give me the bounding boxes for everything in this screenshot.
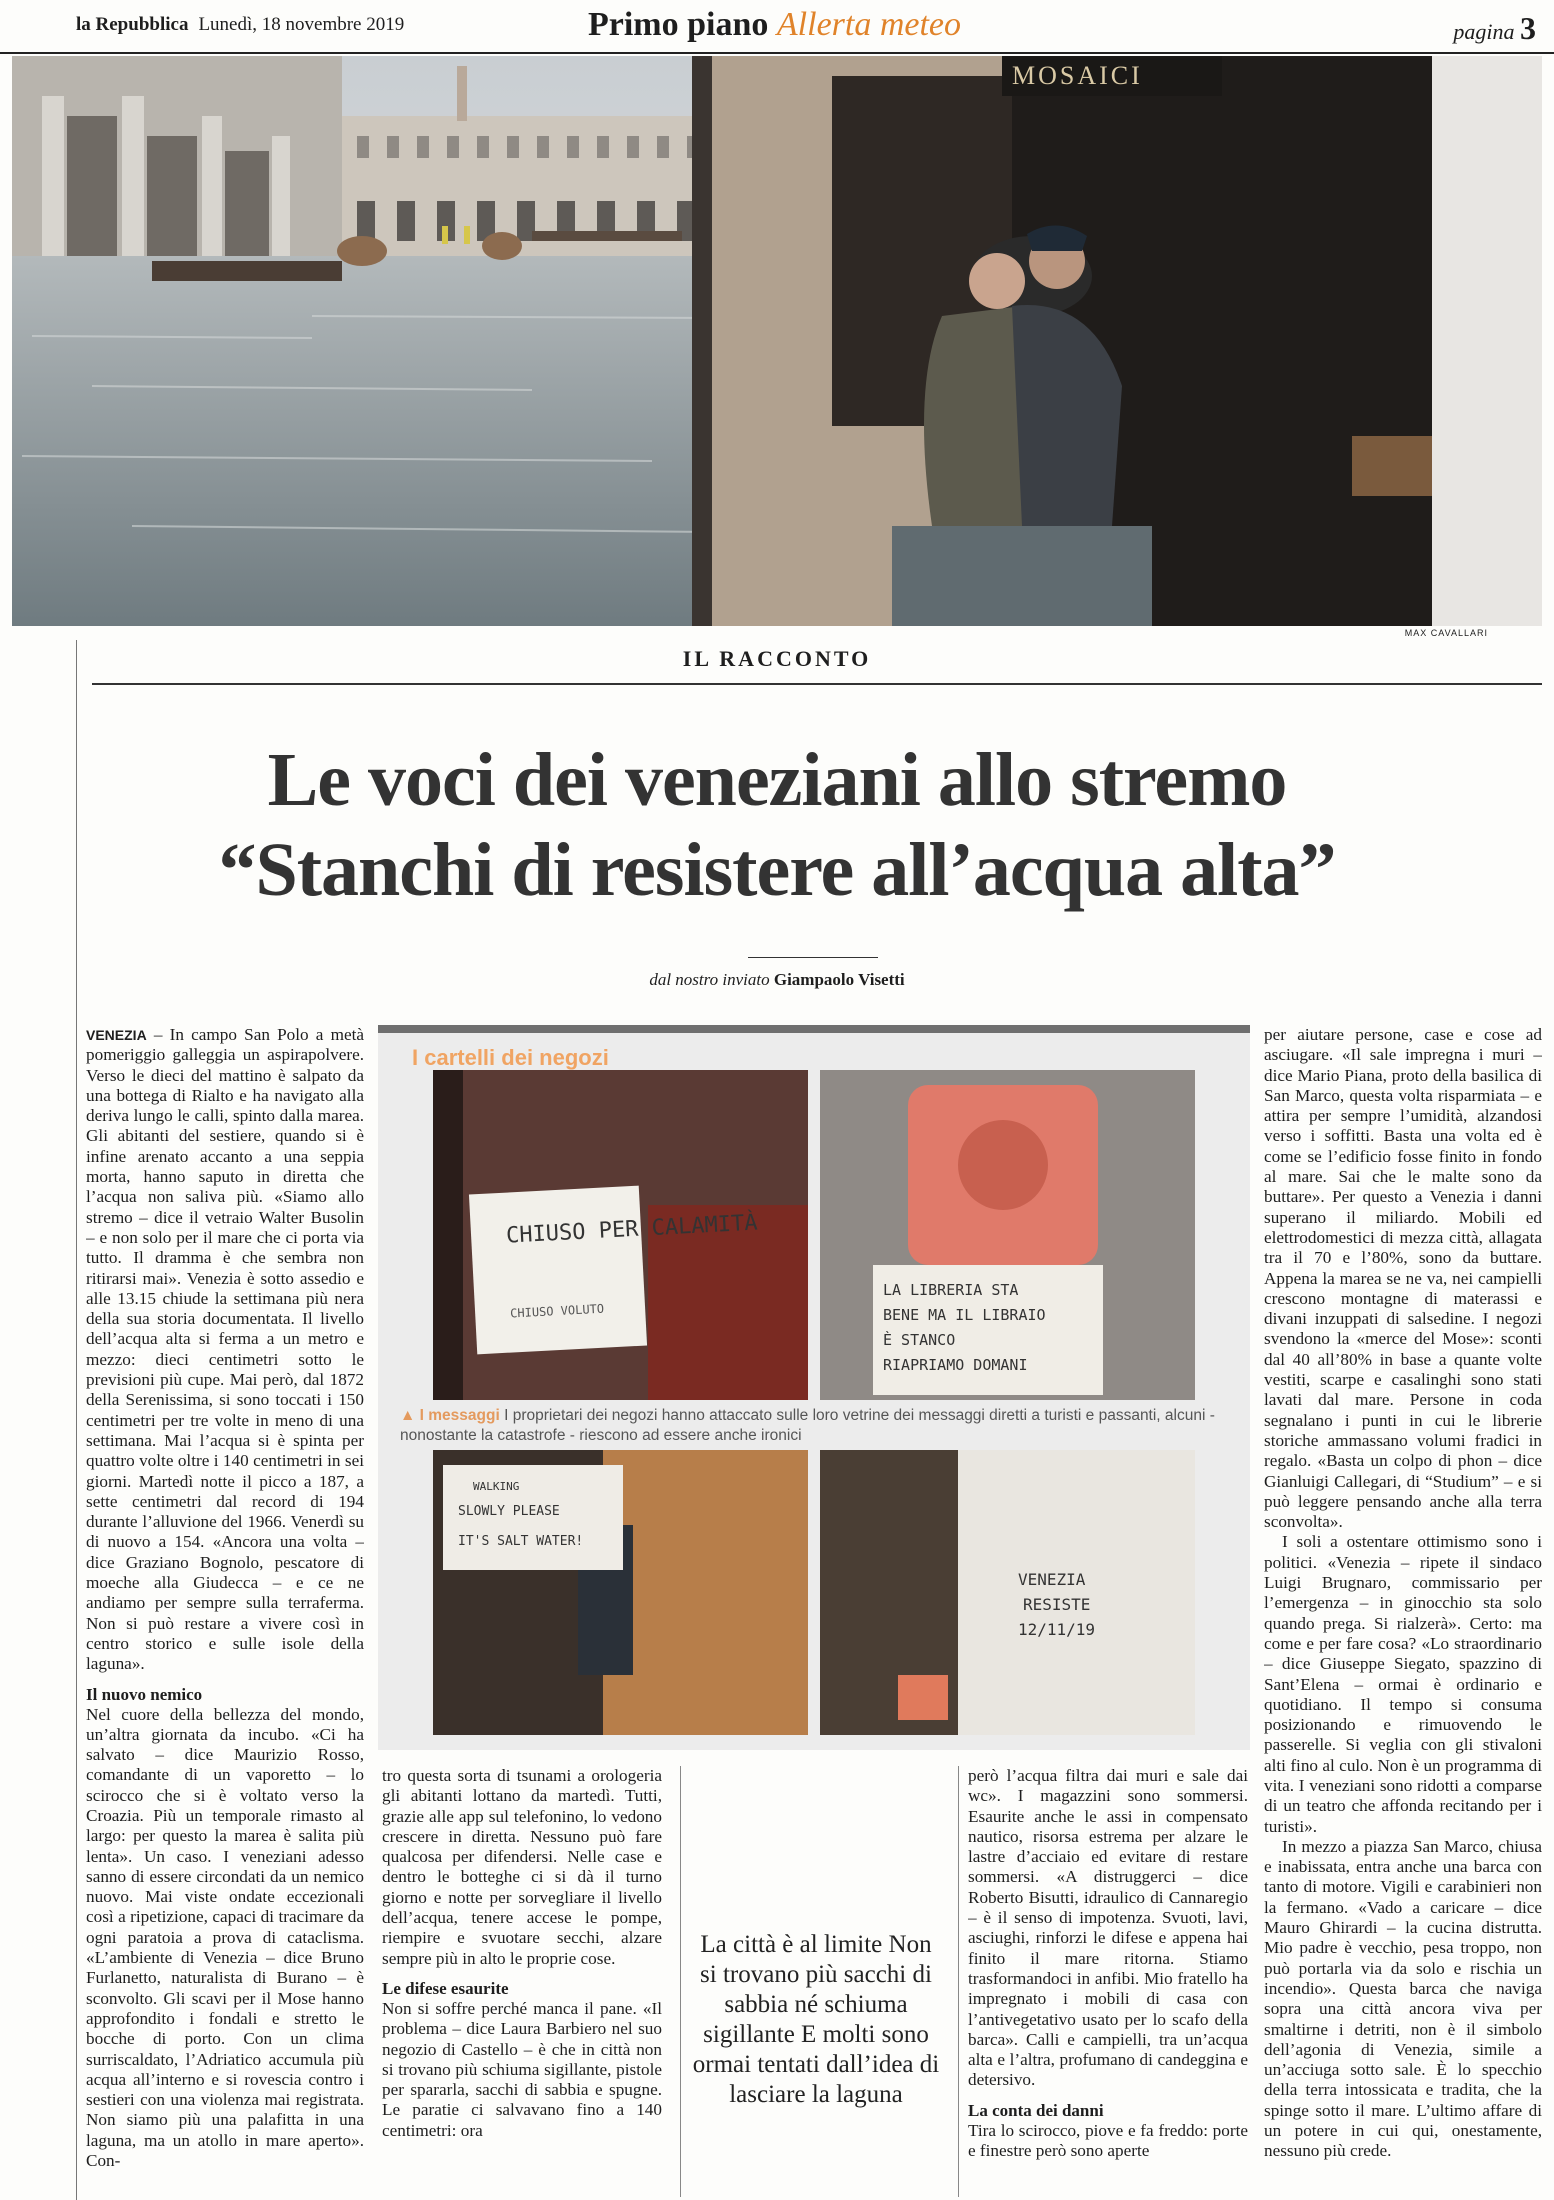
sidebar-top-rule <box>378 1025 1250 1033</box>
headline <box>0 735 1554 915</box>
caption-text: I proprietari dei negozi hanno attaccato sulle loro vetrine dei messaggi diretti a turisti e passanti, alcuni - nonostante la catastrofe - riescono ad essere anche ironici <box>400 1407 1215 1444</box>
paragraph: Tira lo scirocco, piove e fa freddo: porte e finestre però sono aperte <box>968 2120 1248 2161</box>
margin-rule <box>76 640 77 2200</box>
shop-sign: MOSAICI <box>1012 61 1143 90</box>
sign-chiuso: CHIUSO PER CALAMITÀ <box>505 1210 759 1249</box>
sign-chiuso-small: CHIUSO VOLUTO <box>509 1301 605 1321</box>
byline <box>0 970 1554 990</box>
paragraph: tro questa sorta di tsunami a orologeria gli abitanti lottano da martedì. Tutti, grazie alle app sul telefonino, lo vedono crescere in diretta. Nessuno può fare qualcosa per difendersi. Nelle case e dentro le botteghe ci si dà il turno giorno e notte per sorvegliare il livello dell’acqua, tenere accese le pompe, riempire e svuotare secchi, alzare sempre più in alto le proprie cose. <box>382 1766 662 1968</box>
subhead-nuovo-nemico: Il nuovo nemico <box>86 1684 203 1704</box>
main-photo <box>12 56 1542 626</box>
sidebar-title: I cartelli dei negozi <box>412 1045 609 1070</box>
paragraph <box>86 1025 364 1675</box>
section-topic: Allerta meteo <box>776 6 962 43</box>
sign-libreria-line3: È STANCO <box>883 1331 956 1349</box>
article-kicker: IL RACCONTO <box>682 646 872 671</box>
kicker-rule <box>92 683 1542 685</box>
page-number: 3 <box>1520 10 1536 46</box>
sign-libreria-line2: BENE MA IL LIBRAIO <box>883 1306 1046 1324</box>
photo-credit: MAX CAVALLARI <box>1404 628 1488 638</box>
section-heading <box>588 6 961 44</box>
article-column-2 <box>382 1766 662 2197</box>
paragraph: Non si soffre perché manca il pane. «Il problema – dice Laura Barbiero nel suo negozio di Castello – è che in città non si trovano più schiuma sigillante, pistole per spararla, sacchi di sabbia e spugne. Le paratie ci salvavano fino a 140 centimetri: ora <box>382 1998 662 2140</box>
dateline: VENEZIA <box>86 1027 147 1043</box>
section-name: Primo piano <box>588 6 769 43</box>
pull-quote-rule-left <box>680 1766 681 2197</box>
paragraph: però l’acqua filtra dai muri e sale dai wc». I magazzini sono sommersi. Esaurite anche le assi in compensato nautico, risorsa estrema per alzare le lastre d’acciaio ed evitare di restare sommersi. «A distruggerci – dice Roberto Bisutti, idraulico di Cannaregio – è il senso di impotenza. Svuoti, lavi, asciughi, rinforzi le difese e appena hai finito il mare ritorna. Stiamo trasformandoci in anfibi. Mio fratello ha impregnato i mobili di casa con l’antivegetativo usato per lo scafo della barca». Calli e campielli, tra un’acqua alta e l’altra, profumano di candeggina e detersivo. <box>968 1766 1248 2090</box>
page-label: pagina <box>1453 19 1515 44</box>
byline-prefix: dal nostro inviato <box>649 970 770 989</box>
article-column-1 <box>86 1025 364 2197</box>
paragraph: per aiutare persone, case e cose ad asciugare. «Il sale impregna i muri – dice Mario Piana, proto della basilica di San Marco, questa volta risparmiata – e attira per sempre l’umidità, alzandosi verso i soffitti. Basta una volta ed è come se l’edificio fosse finito in fondo al mare. Sai che le malte sono da buttare». Per questo a Venezia i danni superano il miliardo. Mobili ed elettrodomestici di mezza città, allagata tra il 70 e l’80%, sono da buttare. Appena la marea se ne va, nei campielli crescono montagne di materassi e divani inzuppati di salsedine. I negozi svendono la «merce del Mose»: sconti dal 40 all’80% in base a quante volte vestiti, scarpe e casalinghi sono stati lavati dal mare. Persone in coda segnalano i punti in cui le librerie storiche ammassano volumi fradici in regalo. «Basta un colpo di phon – dice Gianluigi Callegari, di “Studium” – e si può leggere pensando anche alla terra sconvolta». <box>1264 1025 1542 1532</box>
headline-line-2: “Stanchi di resistere all’acqua alta” <box>218 828 1336 912</box>
paragraph: In mezzo a piazza San Marco, chiusa e inabissata, entra anche una barca con tanto di motore. Vigili e carabinieri non la fermano. «Vado a caricare – dice Mauro Ghirardi – la cucina distrutta. Mio padre è vecchio, pesa troppo, non può portarla via da solo e rischia un incendio». Questa barca che naviga sopra una città ancora viva per smaltirne i detriti, non è il simbolo dell’agonia di Venezia, simile a un’acciuga sotto sale. È lo specchio della terra intossicata e tradita, che la spinge sotto il mare. L’ultimo affare di un potere in cui qui, onestamente, nessuno più crede. <box>1264 1836 1542 2161</box>
photo-flooded-piazza <box>12 56 1542 626</box>
sidebar-photos <box>378 1025 1250 1750</box>
sign-walking-line3: IT'S SALT WATER! <box>458 1534 584 1549</box>
paragraph: Nel cuore della bellezza del mondo, un’altra giornata da incubo. «Ci ha salvato – dice Maurizio Rosso, comandante di un vaporetto – lo scirocco che si è voltato verso la Croazia. Più un temporale rimasto al largo: per questo la marea è salita più lenta». Un caso. I veneziani adesso sanno di essere circondati da un nemico nuovo. Mai viste ondate eccezionali così a ripetizione, capaci di tracimare da ogni paratoia a prova di cataclisma. «L’ambiente di Venezia – dice Bruno Furlanetto, naturalista di Burano – è sconvolto. Gli scavi per il Mose hanno approfondito i fondali e stretto le bocche di porto. Con un clima surriscaldato, l’Adriatico accumula più acqua all’interno e si rovescia contro i sestieri con una violenza mai registrata. Non siamo più una palafitta in una laguna, ma un atollo in mare aperto». Con- <box>86 1704 364 2171</box>
sidebar-caption <box>400 1406 1230 1446</box>
byline-author: Giampaolo Visetti <box>773 970 905 989</box>
sign-walking-line2: SLOWLY PLEASE <box>458 1504 560 1519</box>
sidebar-photo-box <box>378 1025 1250 1750</box>
sign-venezia-line1: VENEZIA <box>1018 1570 1086 1589</box>
paper-name: la Repubblica <box>76 14 189 35</box>
pull-quote: La città è al limite Non si trovano più sacchi di sabbia né schiuma sigillante E molti sono ormai tentati dall’idea di lasciare la laguna <box>692 1931 940 2108</box>
sign-libreria-line1: LA LIBRERIA STA <box>883 1281 1019 1299</box>
page-number-block <box>1453 10 1536 47</box>
sign-venezia-line3: 12/11/19 <box>1018 1620 1096 1639</box>
headline-line-1: Le voci dei veneziani allo stremo <box>267 738 1287 822</box>
issue-date: Lunedì, 18 novembre 2019 <box>198 14 405 35</box>
sign-libreria-line4: RIAPRIAMO DOMANI <box>883 1356 1028 1374</box>
paragraph: I soli a ostentare ottimismo sono i politici. «Venezia – ripete il sindaco Luigi Brugnaro, commissario per l’emergenza – in ginocchio sta solo quando prega. Si rialzerà». Certo: ma come e per fare cosa? «Lo straordinario – dice Giuseppe Siegato, spazzino di Sant’Elena – ormai è ordinario e quotidiano. Il tempo si consuma posizionando e rimuovendo le passerelle. Si veglia con gli stivaloni alti fino al culo. Non è un programma di vita. I veneziani sono ridotti a comparse di un teatro che affonda recitando per i turisti». <box>1264 1532 1542 1836</box>
caption-label-text: I messaggi <box>419 1407 500 1424</box>
article-column-3 <box>968 1766 1248 2197</box>
pull-quote-rule-right <box>958 1766 959 2197</box>
article-column-4 <box>1264 1025 1542 2197</box>
masthead-paper-date <box>76 14 404 36</box>
paragraph-text: – In campo San Polo a metà pomeriggio galleggia un aspirapolvere. Verso le dieci del mattino è salpato da una bottega di Rialto e ha navigato alla deriva lungo le calli, spinto dalla marea. Gli abitanti del sestiere, quando si è infine arenato accanto a una seppia morta, hanno saputo in diretta che l’acqua non saliva più. «Siamo allo stremo – dice il vetraio Walter Busolin – e non solo per il mare che ci porta via tutto. Il dramma è che sembra non ritirarsi mai». Venezia è sotto assedio e alle 13.15 chiude la settimana più nera della sua storia documentata. Il livello dell’acqua alta si ferma a un metro e mezzo: dieci centimetri sotto le previsioni più cupe. Mai però, dal 1872 della Serenissima, si sono toccati i 150 centimetri per tre volte in meno di una settimana. Mai l’acqua si è spinta per quattro volte oltre i 140 centimetri in sei giorni. Martedì notte il picco a 187, a sette centimetri dal record di 194 durante l’alluvione del 1966. Venerdì su di nuovo a 154. «Ancora una volta – dice Graziano Bognolo, pescatore di moeche alla Giudecca – e ce ne andiamo per sempre sulla terraferma. Non si può restare a vivere così in centro storico e sulle isole della laguna». <box>86 1025 364 1674</box>
subhead-difese-esaurite: Le difese esaurite <box>382 1978 509 1998</box>
masthead-rule <box>0 52 1554 54</box>
sign-walking-line1: WALKING <box>473 1480 520 1493</box>
subhead-conta-danni: La conta dei danni <box>968 2100 1104 2120</box>
sign-venezia-line2: RESISTE <box>1023 1595 1091 1614</box>
byline-rule <box>748 957 878 958</box>
caption-label: ▲ I messaggi <box>400 1407 500 1424</box>
